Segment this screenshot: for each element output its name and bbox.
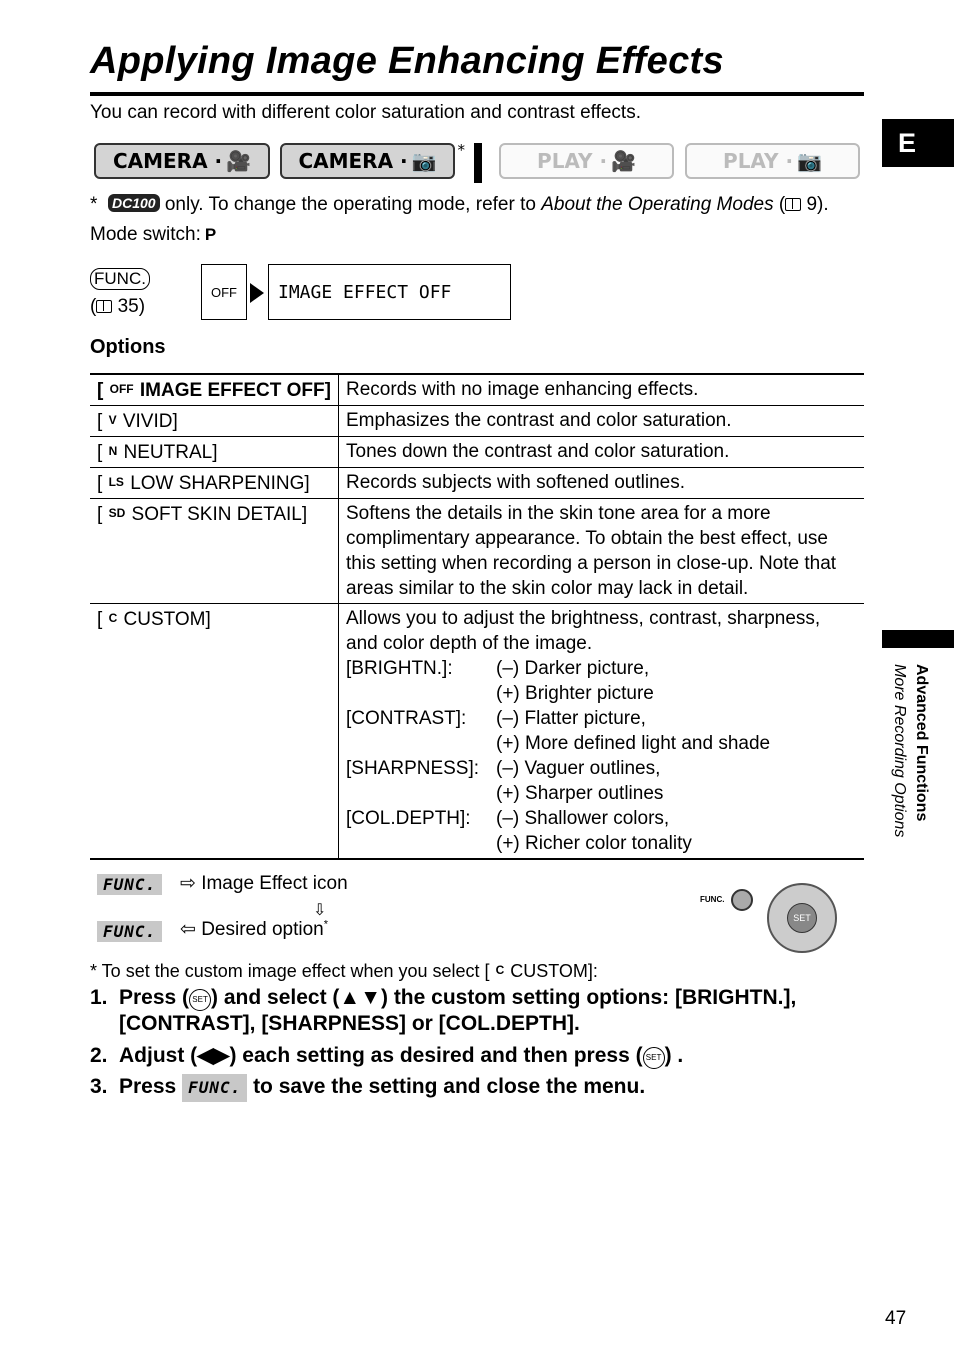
step-1: 1. Press ( SET ) and select (▲▼) the custom setting options: [BRIGHTN.], [CONTRAST], [SHARPNESS] or [COL.DEPTH]. [90, 986, 797, 1035]
side-section-label [882, 664, 942, 864]
side-subsection-title: More Recording Options [891, 664, 908, 838]
set-button-icon: SET [189, 989, 211, 1011]
language-tab: E [882, 119, 954, 167]
mode-asterisk: * [457, 141, 465, 159]
mode-divider [474, 143, 482, 183]
soft-skin-detail-icon: SD [108, 506, 126, 520]
mode-camera-photo [280, 141, 465, 179]
func-tag: FUNC. [97, 874, 162, 895]
mode-label: PLAY · [723, 149, 794, 173]
arrow-down-icon: ⇩ [313, 902, 327, 919]
side-section-title: Advanced Functions [913, 664, 930, 822]
movie-camera-icon: 🎥 [226, 149, 252, 173]
mode-camera-movie [94, 143, 270, 179]
title-rule [90, 92, 864, 96]
low-sharpening-icon: LS [108, 475, 124, 489]
menu-display: IMAGE EFFECT OFF [268, 264, 511, 320]
options-heading: Options [90, 336, 166, 358]
intro-text: You can record with different color saturation and contrast effects. [90, 102, 641, 123]
func-tag: FUNC. [182, 1074, 247, 1102]
still-camera-icon: 📷 [411, 149, 437, 173]
movie-camera-icon: 🎥 [611, 149, 636, 173]
table-row: [ SD SOFT SKIN DETAIL] Softens the details in the skin tone area for a more complimentary appearance. To obtain the best effect, use this setting when recording a person in close-up. Note that areas similar to the skin color may lack in detail. [90, 499, 864, 604]
flow-step-1: ⇨ Image Effect icon [180, 873, 348, 894]
page-number: 47 [885, 1308, 907, 1329]
mode-play-photo [685, 143, 860, 179]
func-button-label: FUNC. [90, 268, 150, 290]
model-badge: DC100 [108, 194, 160, 212]
book-icon [96, 300, 112, 313]
still-camera-icon: 📷 [797, 149, 822, 173]
custom-icon: C [495, 963, 505, 977]
footnote: * To set the custom image effect when you select [ C CUSTOM]: [90, 961, 598, 981]
table-row: [ OFF IMAGE EFFECT OFF] Records with no image enhancing effects. [90, 374, 864, 406]
table-row: [ N NEUTRAL] Tones down the contrast and color saturation. [90, 437, 864, 468]
func-button-icon [731, 889, 753, 911]
book-icon [785, 198, 801, 211]
table-row: [ V VIVID] Emphasizes the contrast and color saturation. [90, 406, 864, 437]
step-3: 3. Press FUNC. to save the setting and close the menu. [90, 1074, 645, 1102]
flow-step-2: ⇦ Desired option* [180, 918, 329, 940]
set-button-icon: SET [643, 1047, 665, 1069]
set-button-icon: SET [787, 903, 817, 933]
func-page-ref: ( 35) [90, 296, 146, 317]
mode-label: CAMERA · [112, 149, 223, 173]
neutral-icon: N [108, 444, 118, 458]
page-title: Applying Image Enhancing Effects [90, 40, 724, 82]
side-section-bar [882, 630, 954, 648]
image-effect-off-icon: OFF [109, 382, 134, 396]
arrow-left-icon: ⇦ [180, 919, 196, 940]
menu-arrow-icon [250, 283, 264, 303]
dial-func-label: FUNC. [700, 895, 725, 904]
custom-icon: C [108, 611, 118, 625]
mode-label: CAMERA · [298, 149, 408, 173]
arrow-right-icon: ⇨ [180, 873, 196, 894]
image-effect-off-icon: OFF [201, 264, 247, 320]
table-row: [ C CUSTOM] Allows you to adjust the brightness, contrast, sharpness, and color depth of the image. [BRIGHTN.]: (–) Darker picture, (+) Brighter picture [CONTRAST]: (–) Flatter picture, (+) More defined light and shade [SHARPNESS]: (–) Vaguer outlines, (+) Sharper outlines [COL.DEPTH]: (–) Shallower colors, (+) Richer color tonality [90, 604, 864, 860]
mode-switch-value: P [204, 225, 217, 244]
ref-title: About the Operating Modes [541, 194, 774, 215]
func-tag: FUNC. [97, 921, 162, 942]
table-row: [ LS LOW SHARPENING] Records subjects with softened outlines. [90, 468, 864, 499]
step-2: 2. Adjust (◀▶) each setting as desired and then press ( SET ) . [90, 1044, 684, 1067]
mode-label: PLAY · [537, 149, 608, 173]
options-table [90, 373, 864, 860]
mode-switch-line: Mode switch: P [90, 224, 217, 245]
model-note: * DC100 only. To change the operating mode, refer to About the Operating Modes ( 9). [90, 194, 829, 215]
mode-play-movie [499, 143, 674, 179]
vivid-icon: V [108, 413, 117, 427]
